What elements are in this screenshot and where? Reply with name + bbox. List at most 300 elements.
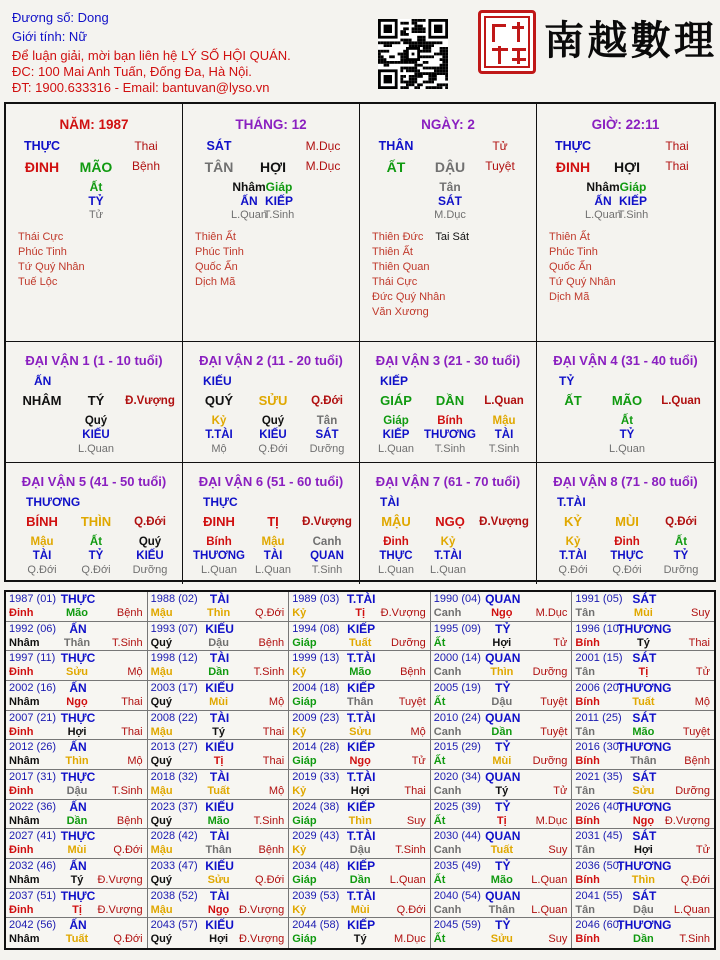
year-label: 2041 (55) bbox=[575, 889, 623, 902]
year-cycle-stage: Tử bbox=[695, 844, 710, 857]
year-stem: Nhâm bbox=[9, 933, 40, 946]
year-star: KIẾU bbox=[205, 621, 234, 636]
year-cell bbox=[289, 829, 431, 859]
dai-van-6 bbox=[183, 463, 360, 584]
year-cycle-stage: Tuyệt bbox=[540, 725, 568, 738]
year-stem: Canh bbox=[433, 784, 462, 797]
year-cycle-stage: Bệnh bbox=[258, 636, 285, 649]
year-stem: Ất bbox=[433, 755, 446, 768]
year-star: QUAN bbox=[485, 651, 521, 666]
year-branch: Mùi bbox=[67, 844, 87, 857]
hidden-stem: Tử bbox=[88, 209, 104, 221]
dai-van-god: L.Quan bbox=[661, 395, 701, 407]
auxiliary-stars bbox=[195, 230, 244, 290]
dai-van-title: ĐẠI VẬN 8 (71 - 80 tuổi) bbox=[553, 474, 698, 489]
dai-van-hidden: Quý bbox=[261, 415, 285, 427]
year-cycle-stage: Dưỡng bbox=[675, 784, 710, 797]
year-label: 2008 (22) bbox=[150, 711, 198, 724]
year-label: 1995 (09) bbox=[433, 622, 481, 635]
year-stem: Nhâm bbox=[9, 814, 40, 827]
year-label: 2011 (25) bbox=[575, 711, 622, 724]
year-stem: Kỷ bbox=[292, 784, 307, 797]
year-label: 2000 (14) bbox=[433, 652, 481, 665]
year-branch: Mão bbox=[66, 607, 88, 619]
year-cycle-stage: M.Dục bbox=[535, 607, 568, 619]
year-branch: Tý bbox=[212, 725, 226, 738]
year-star: THƯƠNG bbox=[617, 799, 672, 814]
year-label: 2005 (19) bbox=[433, 681, 481, 694]
year-stem: Giáp bbox=[292, 636, 317, 649]
year-cell bbox=[572, 622, 714, 652]
year-stem: Mậu bbox=[150, 844, 173, 857]
year-cycle-stage: Mộ bbox=[127, 666, 143, 679]
year-cell bbox=[6, 889, 148, 919]
hidden-stem: L.Quan bbox=[584, 209, 622, 221]
dai-van-hidden: Quý bbox=[84, 415, 108, 427]
year-cycle-stage: Mộ bbox=[410, 725, 426, 738]
dai-van-hidden: Canh bbox=[312, 536, 342, 548]
branch-god: Tuyệt bbox=[485, 159, 515, 173]
dai-van-hidden: THỰC bbox=[379, 550, 413, 562]
year-branch: Mùi bbox=[209, 695, 229, 708]
pillar-title: GIỜ: 22:11 bbox=[591, 117, 660, 132]
year-stem: Kỷ bbox=[292, 725, 307, 738]
year-cell bbox=[572, 651, 714, 681]
brand-character: 越 bbox=[587, 16, 628, 64]
year-label: 2018 (32) bbox=[150, 770, 198, 783]
earthly-branch: MÃO bbox=[79, 159, 113, 175]
year-branch: Tị bbox=[638, 666, 649, 679]
hidden-stem: L.Quan bbox=[230, 209, 268, 221]
year-star: SÁT bbox=[632, 592, 657, 606]
year-star: TỶ bbox=[495, 918, 511, 933]
dai-van-2 bbox=[183, 342, 360, 463]
dai-van-hidden: Bính bbox=[437, 415, 463, 427]
year-cycle-stage: M.Dục bbox=[535, 814, 568, 827]
year-branch: Ngọ bbox=[349, 755, 371, 768]
year-star: KIẾU bbox=[205, 858, 234, 873]
year-stem: Quý bbox=[150, 873, 172, 886]
dai-van-hidden: SÁT bbox=[315, 429, 339, 441]
year-star: KIẾU bbox=[205, 918, 234, 933]
year-label: 2036 (50) bbox=[575, 859, 623, 872]
dai-van-hidden: Q.Đới bbox=[258, 443, 288, 455]
branch-god: Bệnh bbox=[131, 159, 161, 173]
year-stem: Quý bbox=[150, 695, 172, 708]
year-branch: Dần bbox=[633, 933, 654, 946]
year-label: 2009 (23) bbox=[292, 711, 340, 724]
year-branch: Dậu bbox=[633, 903, 654, 916]
year-cycle-stage: Dưỡng bbox=[532, 755, 568, 768]
year-star: THƯƠNG bbox=[617, 621, 672, 636]
hidden-stem: Nhâm bbox=[232, 180, 266, 194]
dai-van-stem: ĐINH bbox=[203, 514, 235, 529]
dai-van-hidden: T.Sinh bbox=[311, 564, 343, 576]
year-star: SÁT bbox=[632, 769, 657, 784]
year-label: 1997 (11) bbox=[9, 652, 56, 665]
year-label: 1991 (05) bbox=[575, 593, 623, 605]
year-stem: Ất bbox=[433, 695, 446, 708]
year-cell bbox=[289, 740, 431, 770]
pillar-month bbox=[183, 104, 360, 342]
year-branch: Mão bbox=[490, 873, 513, 886]
year-star: QUAN bbox=[485, 888, 521, 903]
year-star: SÁT bbox=[632, 888, 657, 903]
year-stem: Bính bbox=[575, 873, 600, 886]
year-cycle-stage: T.Sinh bbox=[112, 784, 143, 797]
dai-van-branch: SỬU bbox=[258, 393, 288, 408]
year-stem: Tân bbox=[575, 666, 595, 679]
dai-van-5 bbox=[6, 463, 183, 584]
dai-van-branch: MÙI bbox=[615, 514, 639, 529]
hidden-stem: SÁT bbox=[438, 194, 462, 208]
year-branch: Tị bbox=[355, 607, 366, 619]
year-star: KIẾP bbox=[347, 799, 376, 814]
auxiliary-star: Phúc Tinh bbox=[549, 246, 598, 258]
hidden-stem: Ất bbox=[89, 180, 103, 194]
year-branch: Tuất bbox=[65, 933, 89, 946]
year-cycle-stage: L.Quan bbox=[673, 903, 710, 916]
dai-van-god: Đ.Vượng bbox=[302, 516, 352, 528]
hidden-stem: ẤN bbox=[594, 194, 612, 208]
star-row bbox=[372, 230, 469, 245]
hidden-stem: Giáp bbox=[265, 180, 293, 194]
dai-van-hidden: Quý bbox=[138, 536, 162, 548]
year-cycle-stage: Suy bbox=[406, 814, 426, 827]
year-branch: Hợi bbox=[209, 933, 229, 946]
year-branch: Hợi bbox=[492, 636, 512, 649]
year-cell bbox=[148, 889, 290, 919]
year-label: 2037 (51) bbox=[9, 889, 57, 902]
year-cell bbox=[431, 889, 573, 919]
year-cycle-stage: Tuyệt bbox=[682, 725, 710, 738]
year-cell bbox=[572, 829, 714, 859]
dai-van-god: Q.Đới bbox=[311, 395, 343, 407]
year-cycle-stage: Q.Đới bbox=[254, 607, 285, 619]
year-cycle-stage: Thai bbox=[121, 695, 143, 708]
year-branch: Mùi bbox=[633, 607, 653, 619]
year-cycle-stage: Đ.Vượng bbox=[239, 903, 285, 916]
hidden-stem: KIẾP bbox=[618, 194, 648, 208]
year-cell bbox=[431, 592, 573, 622]
dai-van-branch: DẦN bbox=[435, 393, 465, 408]
year-cycle-stage: Q.Đới bbox=[113, 933, 143, 946]
year-cell bbox=[431, 918, 573, 948]
year-cell bbox=[289, 711, 431, 741]
year-cycle-stage: Tuyệt bbox=[398, 695, 426, 708]
year-label: 1993 (07) bbox=[150, 622, 198, 635]
year-star: TỶ bbox=[495, 621, 511, 636]
year-label: 1996 (10) bbox=[575, 622, 623, 635]
year-stem: Kỷ bbox=[292, 607, 307, 619]
auxiliary-star: Thiên Quan bbox=[372, 261, 430, 273]
hidden-stem: M.Dục bbox=[434, 209, 466, 221]
year-label: 2043 (57) bbox=[150, 919, 198, 932]
year-cell bbox=[431, 651, 573, 681]
dai-van-star: KIẾU bbox=[203, 374, 232, 388]
year-cycle-stage: Tử bbox=[695, 666, 710, 679]
year-stem: Bính bbox=[575, 814, 600, 827]
branch-god: M.Dục bbox=[305, 159, 341, 173]
year-label: 2032 (46) bbox=[9, 859, 57, 872]
year-label: 2042 (56) bbox=[9, 919, 57, 932]
pillar-title: THÁNG: 12 bbox=[235, 117, 307, 132]
year-star: QUAN bbox=[485, 710, 521, 725]
year-star: KIẾU bbox=[205, 680, 234, 695]
header-line: Giới tính: Nữ bbox=[12, 29, 88, 44]
year-cycle-stage: Thai bbox=[121, 725, 143, 738]
auxiliary-star: Quốc Ấn bbox=[195, 261, 238, 273]
year-star: SÁT bbox=[632, 710, 657, 725]
hidden-stem: KIẾP bbox=[264, 194, 294, 208]
dai-van-hidden: Đinh bbox=[614, 536, 640, 548]
dai-van-title: ĐẠI VẬN 5 (41 - 50 tuổi) bbox=[21, 474, 167, 489]
year-branch: Mão bbox=[349, 666, 372, 679]
year-cell bbox=[6, 592, 148, 622]
year-branch: Mùi bbox=[492, 755, 512, 768]
year-stem: Quý bbox=[150, 755, 172, 768]
year-stem: Mậu bbox=[150, 725, 173, 738]
branch-god: Thai bbox=[665, 159, 689, 173]
dai-van-hidden: Giáp bbox=[383, 415, 409, 427]
year-star: THƯƠNG bbox=[617, 858, 672, 873]
year-label: 1990 (04) bbox=[433, 593, 481, 605]
year-star: TÀI bbox=[209, 592, 230, 606]
year-branch: Ngọ bbox=[491, 607, 513, 619]
dai-van-hidden: Kỷ bbox=[211, 415, 227, 427]
year-branch: Tuất bbox=[490, 844, 513, 857]
year-stem: Đinh bbox=[9, 607, 34, 619]
year-cycle-stage: Dưỡng bbox=[391, 636, 426, 649]
year-stem: Bính bbox=[575, 636, 600, 649]
auxiliary-star: Dịch Mã bbox=[195, 276, 236, 288]
header-line: Đương số: Dong bbox=[12, 10, 109, 25]
year-cycle-stage: T.Sinh bbox=[253, 814, 285, 827]
year-star: T.TÀI bbox=[346, 651, 376, 666]
year-label: 2023 (37) bbox=[150, 800, 198, 813]
year-cell bbox=[289, 918, 431, 948]
year-cycle-stage: Q.Đới bbox=[254, 873, 285, 886]
year-cycle-stage: Mộ bbox=[127, 755, 143, 768]
year-stem: Quý bbox=[150, 814, 172, 827]
year-branch: Tuất bbox=[632, 695, 655, 708]
year-star: ẤN bbox=[69, 740, 87, 755]
year-branch: Thìn bbox=[490, 666, 514, 679]
year-label: 1989 (03) bbox=[292, 593, 340, 605]
dai-van-hidden: Dưỡng bbox=[132, 564, 168, 576]
red-seal-logo bbox=[478, 10, 536, 74]
year-label: 1988 (02) bbox=[150, 593, 198, 605]
year-cycle-stage: Bệnh bbox=[116, 814, 143, 827]
header-line: ĐT: 1900.633316 - Email: bantuvan@lyso.vn bbox=[12, 80, 270, 95]
year-star: THỰC bbox=[60, 651, 96, 666]
year-stem: Giáp bbox=[292, 755, 317, 768]
year-star: T.TÀI bbox=[346, 888, 376, 903]
year-label: 2028 (42) bbox=[150, 830, 198, 843]
year-label: 2013 (27) bbox=[150, 741, 198, 754]
year-label: 2035 (49) bbox=[433, 859, 481, 872]
dai-van-star: TÀI bbox=[380, 495, 400, 509]
year-cell bbox=[431, 622, 573, 652]
dai-van-stem: MẬU bbox=[381, 514, 411, 529]
year-label: 2040 (54) bbox=[433, 889, 481, 902]
year-cycle-stage: Bệnh bbox=[116, 607, 143, 619]
dai-van-hidden: Ất bbox=[674, 536, 688, 548]
dai-van-hidden: L.Quan bbox=[429, 564, 467, 576]
year-stem: Nhâm bbox=[9, 755, 40, 768]
year-branch: Sửu bbox=[632, 784, 655, 797]
year-star: TÀI bbox=[209, 710, 230, 725]
year-star: QUAN bbox=[485, 829, 521, 844]
year-star: KIẾU bbox=[205, 740, 234, 755]
year-cycle-stage: Tuyệt bbox=[540, 695, 568, 708]
year-branch: Ngọ bbox=[66, 695, 88, 708]
hidden-stem: Nhâm bbox=[586, 180, 620, 194]
dai-van-hidden: TỶ bbox=[619, 429, 635, 441]
year-cell bbox=[148, 622, 290, 652]
heavenly-stem: ẤT bbox=[386, 159, 406, 175]
year-cell bbox=[431, 800, 573, 830]
dai-van-god: Đ.Vượng bbox=[125, 395, 175, 407]
year-cycle-stage: Tử bbox=[411, 755, 426, 768]
year-cycle-stage: Bệnh bbox=[258, 844, 285, 857]
auxiliary-star: Thái Cực bbox=[372, 276, 418, 288]
year-cell bbox=[431, 859, 573, 889]
dai-van-hidden: Kỷ bbox=[565, 536, 581, 548]
year-label: 2019 (33) bbox=[292, 770, 340, 783]
year-label: 2044 (58) bbox=[292, 919, 340, 932]
dai-van-stem: BÍNH bbox=[26, 514, 58, 529]
year-label: 2030 (44) bbox=[433, 830, 481, 843]
year-cell bbox=[6, 681, 148, 711]
year-cell bbox=[6, 829, 148, 859]
year-cycle-stage: Thai bbox=[688, 636, 710, 649]
year-branch: Dậu bbox=[66, 784, 88, 797]
dai-van-hidden: TÀI bbox=[32, 550, 52, 562]
year-label: 2038 (52) bbox=[150, 889, 198, 902]
year-cell bbox=[148, 800, 290, 830]
dai-van-god: Q.Đới bbox=[134, 516, 166, 528]
year-stem: Mậu bbox=[150, 784, 173, 797]
year-cell bbox=[6, 918, 148, 948]
auxiliary-star: Tứ Quý Nhân bbox=[549, 276, 616, 288]
year-stem: Giáp bbox=[292, 873, 317, 886]
year-cell bbox=[148, 711, 290, 741]
year-branch: Thân bbox=[205, 844, 232, 857]
year-branch: Mão bbox=[207, 814, 230, 827]
year-stem: Tân bbox=[575, 725, 595, 738]
year-star: ẤN bbox=[69, 918, 87, 933]
year-cycle-stage: Thai bbox=[262, 725, 285, 738]
year-stem: Kỷ bbox=[292, 844, 307, 857]
auxiliary-star: Phúc Tinh bbox=[18, 246, 67, 258]
year-star: TÀI bbox=[209, 651, 230, 666]
year-cycle-stage: L.Quan bbox=[531, 873, 568, 886]
dai-van-branch: TÝ bbox=[87, 393, 105, 408]
year-branch: Sửu bbox=[207, 873, 230, 886]
dai-van-star: TỶ bbox=[559, 374, 575, 388]
dai-van-hidden: Ất bbox=[620, 415, 634, 427]
year-star: T.TÀI bbox=[346, 592, 376, 606]
year-label: 2003 (17) bbox=[150, 681, 198, 694]
auxiliary-star: Tuế Lộc bbox=[18, 276, 58, 288]
year-branch: Mão bbox=[632, 725, 655, 738]
auxiliary-star: Văn Xương bbox=[372, 306, 429, 318]
year-star: TỶ bbox=[495, 680, 511, 695]
year-stem: Canh bbox=[433, 607, 462, 619]
dai-van-god: Đ.Vượng bbox=[479, 516, 529, 528]
year-label: 2034 (48) bbox=[292, 859, 340, 872]
year-cell bbox=[431, 681, 573, 711]
year-star: ẤN bbox=[69, 799, 87, 814]
year-cell bbox=[572, 740, 714, 770]
year-star: TỶ bbox=[495, 799, 511, 814]
year-cell bbox=[572, 859, 714, 889]
dai-van-star: KIẾP bbox=[380, 374, 409, 388]
year-star: T.TÀI bbox=[346, 710, 376, 725]
year-label: 2015 (29) bbox=[433, 741, 481, 754]
dai-van-hidden: TÀI bbox=[494, 429, 514, 441]
qr-code[interactable] bbox=[378, 19, 448, 89]
year-cycle-stage: Đ.Vượng bbox=[380, 607, 426, 619]
year-star: TÀI bbox=[209, 888, 230, 903]
year-branch: Tị bbox=[213, 755, 224, 768]
dai-van-hidden: Bính bbox=[206, 536, 232, 548]
dai-van-stem: KỶ bbox=[563, 514, 583, 529]
year-star: THƯƠNG bbox=[617, 918, 672, 933]
year-star: QUAN bbox=[485, 592, 521, 606]
year-cycle-stage: L.Quan bbox=[531, 903, 568, 916]
dai-van-title: ĐẠI VẬN 2 (11 - 20 tuổi) bbox=[199, 353, 343, 368]
dai-van-stem: ẤT bbox=[564, 393, 582, 408]
year-star: ẤN bbox=[69, 621, 87, 636]
dai-van-hidden: L.Quan bbox=[254, 564, 292, 576]
dai-van-branch: MÃO bbox=[611, 393, 643, 408]
year-branch: Hợi bbox=[350, 784, 370, 797]
earthly-branch: HỢI bbox=[260, 159, 286, 175]
year-cell bbox=[6, 711, 148, 741]
year-stem: Mậu bbox=[150, 607, 173, 619]
year-stem: Kỷ bbox=[292, 666, 307, 679]
year-branch: Dần bbox=[491, 725, 513, 738]
heavenly-stem: ĐINH bbox=[555, 159, 591, 175]
year-branch: Thân bbox=[488, 903, 515, 916]
auxiliary-star: Tai Sát bbox=[435, 231, 470, 243]
year-stem: Tân bbox=[575, 607, 595, 619]
dai-van-hidden: Mộ bbox=[211, 443, 227, 455]
year-cycle-stage: M.Dục bbox=[394, 933, 426, 946]
year-star: KIẾP bbox=[347, 858, 376, 873]
year-label: 2031 (45) bbox=[575, 830, 623, 843]
year-label: 2010 (24) bbox=[433, 711, 481, 724]
year-cell bbox=[572, 800, 714, 830]
year-stem: Đinh bbox=[9, 903, 34, 916]
year-branch: Dậu bbox=[491, 695, 513, 708]
top-star: THÂN bbox=[378, 139, 414, 153]
year-branch: Tuất bbox=[348, 636, 372, 649]
year-star: KIẾU bbox=[205, 799, 234, 814]
year-label: 2012 (26) bbox=[9, 741, 57, 754]
year-label: 2006 (20) bbox=[575, 681, 623, 694]
dai-van-branch: TỊ bbox=[267, 514, 279, 529]
year-cell bbox=[148, 740, 290, 770]
dai-van-hidden: THỰC bbox=[610, 550, 644, 562]
year-star: SÁT bbox=[632, 651, 657, 666]
year-branch: Sửu bbox=[65, 666, 89, 679]
dai-van-hidden: QUAN bbox=[310, 550, 344, 562]
year-cell bbox=[289, 770, 431, 800]
year-cell bbox=[289, 651, 431, 681]
